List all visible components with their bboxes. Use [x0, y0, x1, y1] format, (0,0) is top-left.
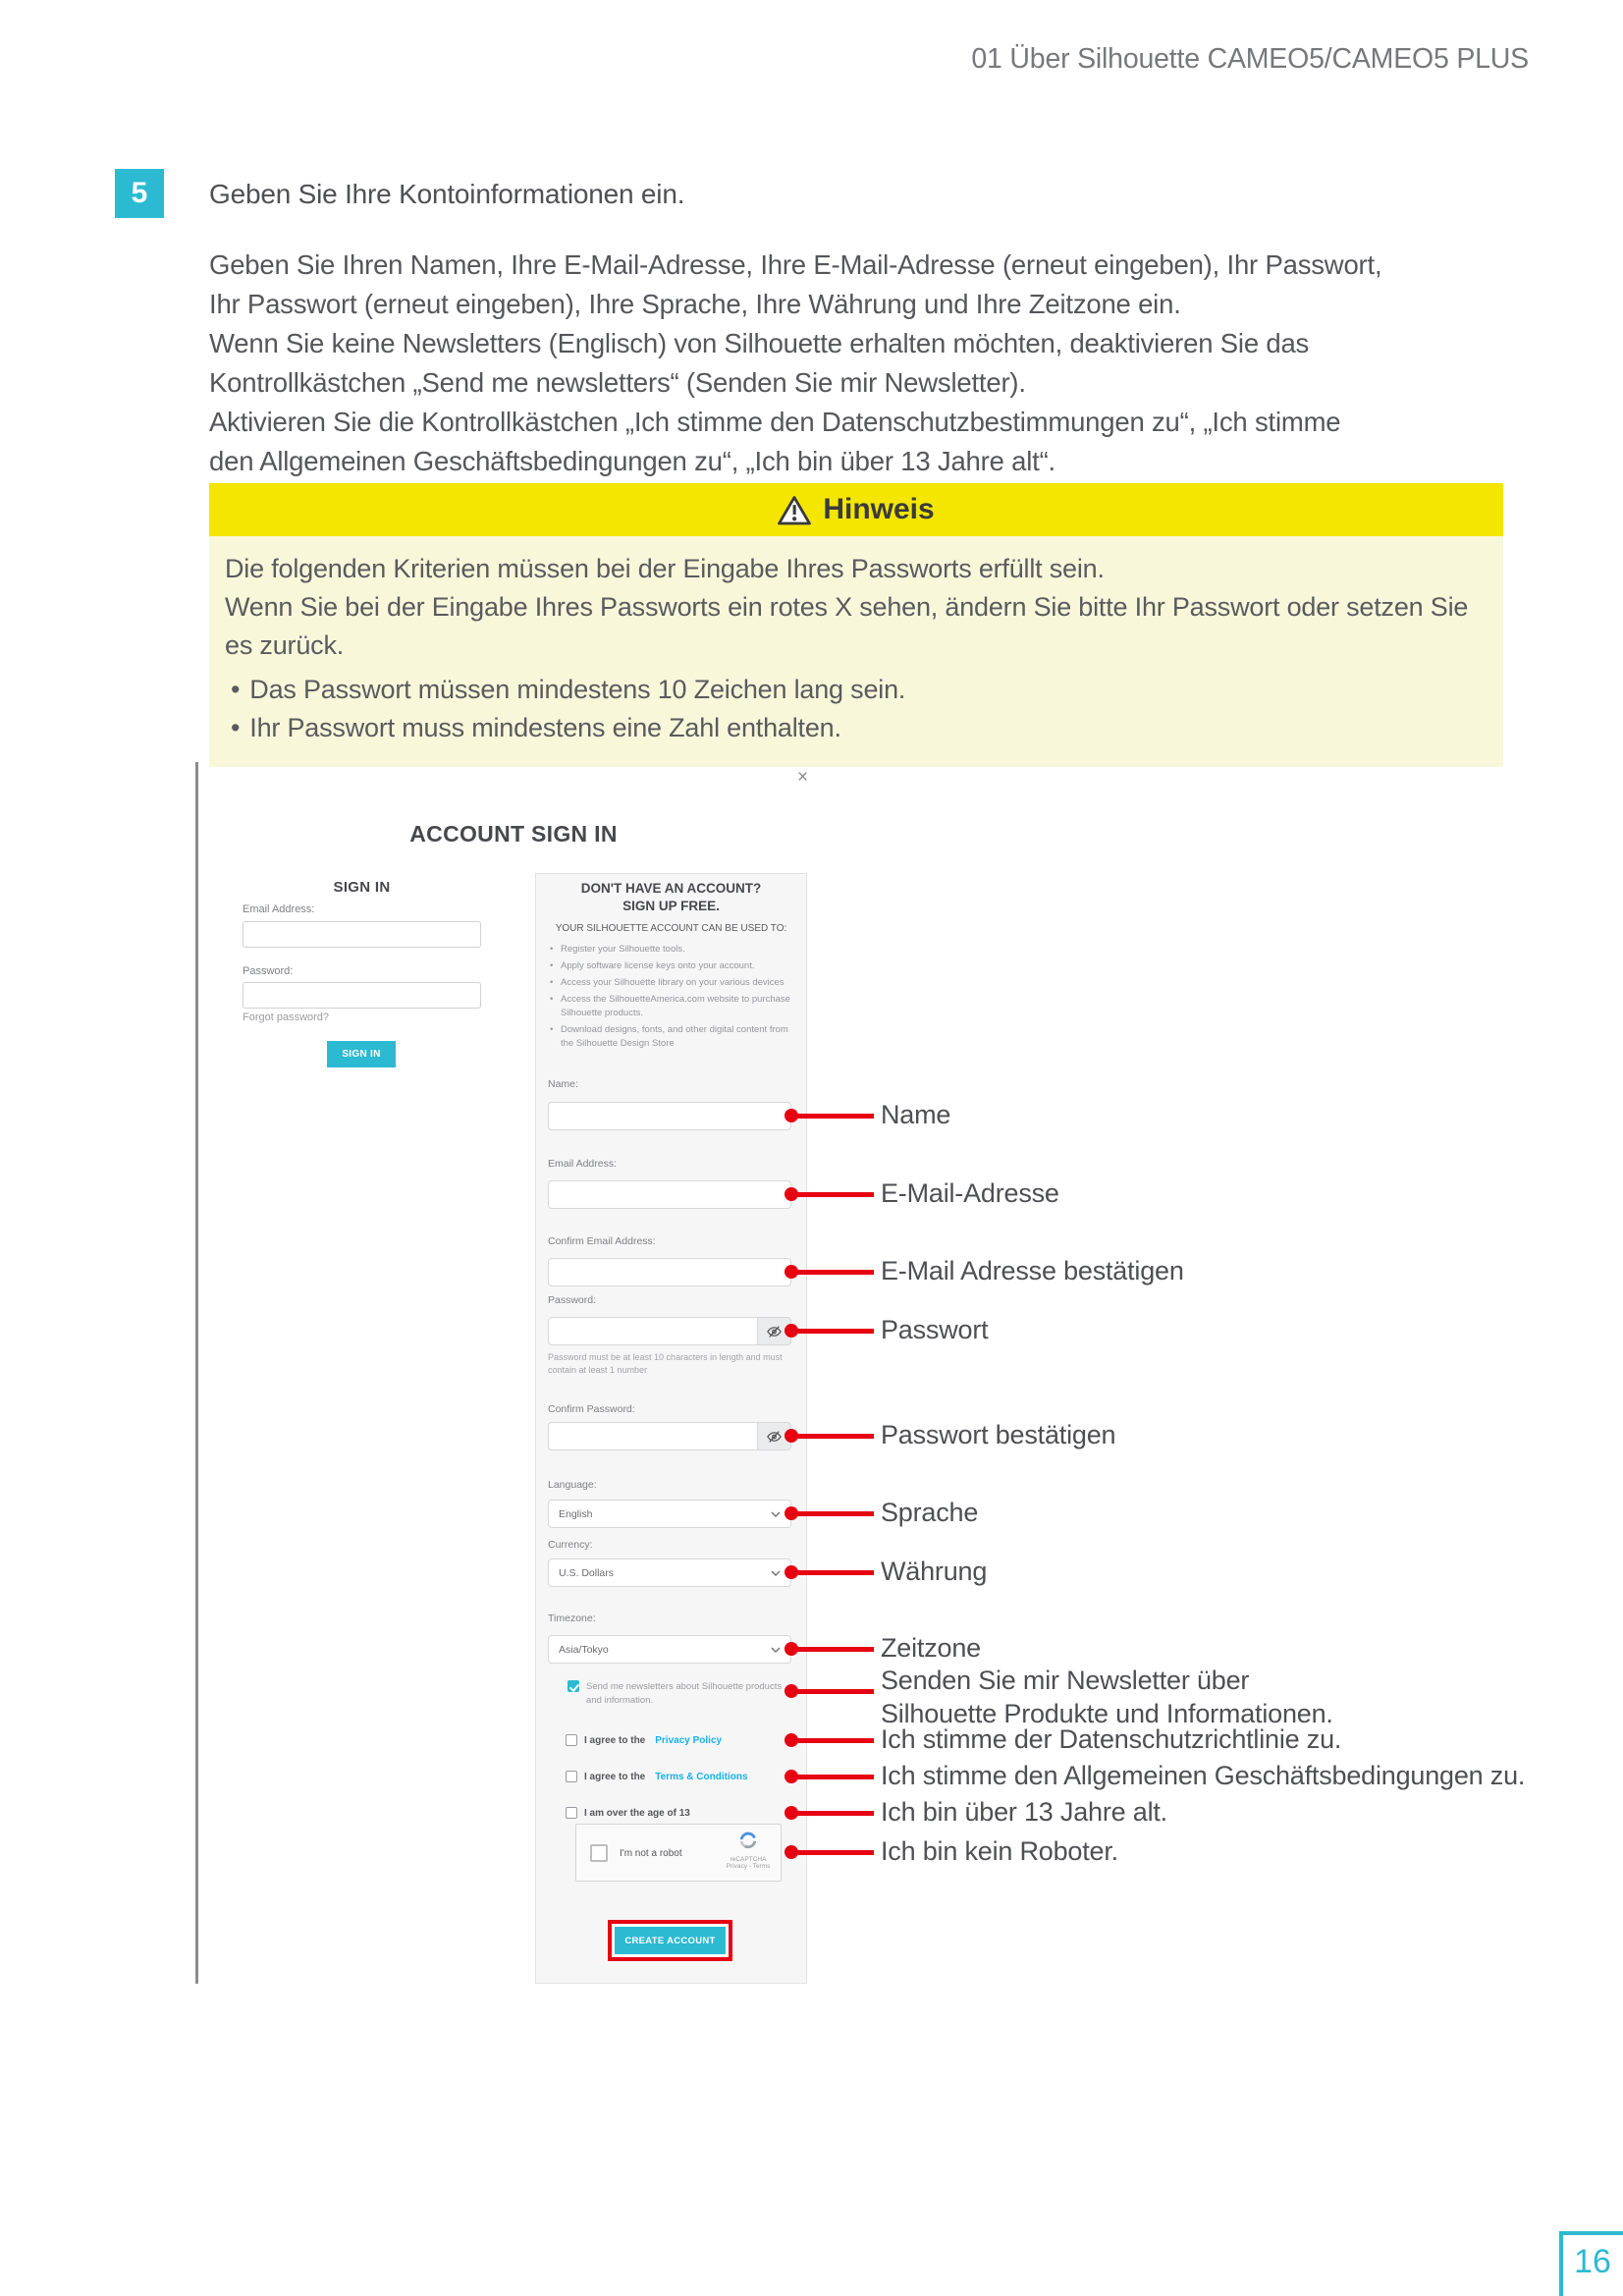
privacy-checkbox-row[interactable] — [566, 1734, 722, 1747]
notice-body — [209, 536, 1503, 767]
currency-value: U.S. Dollars — [559, 1566, 615, 1579]
confirm-email-input[interactable] — [548, 1258, 791, 1286]
newsletter-checkbox[interactable] — [568, 1680, 579, 1692]
list-item: • Apply software license keys onto your account. — [550, 960, 755, 971]
callout-line — [791, 1511, 874, 1516]
chevron-down-icon — [771, 1511, 781, 1517]
password-label: Password: — [548, 1294, 597, 1306]
confirm-password-label: Confirm Password: — [548, 1403, 635, 1415]
signin-heading: SIGN IN — [333, 879, 391, 896]
timezone-label: Timezone: — [548, 1613, 596, 1624]
modal-title: ACCOUNT SIGN IN — [409, 821, 618, 847]
timezone-select[interactable] — [548, 1635, 791, 1664]
eye-off-icon — [767, 1431, 782, 1443]
callout-line — [791, 1434, 874, 1439]
age-checkbox-label: I am over the age of 13 — [584, 1808, 690, 1819]
terms-conditions-link[interactable]: Terms & Conditions — [655, 1772, 748, 1782]
terms-label-prefix: I agree to the — [584, 1772, 646, 1782]
privacy-label-prefix: I agree to the — [584, 1735, 646, 1746]
list-item: • Access your Silhouette library on your various devices — [550, 977, 784, 988]
terms-checkbox[interactable] — [566, 1771, 577, 1782]
recaptcha-icon — [738, 1831, 758, 1850]
eye-off-icon — [767, 1326, 782, 1338]
warning-triangle-icon — [778, 495, 811, 525]
callout-line — [791, 1850, 874, 1855]
callout-line — [791, 1689, 874, 1694]
forgot-password-link[interactable]: Forgot password? — [243, 1011, 330, 1023]
manual-page: 01 Über Silhouette CAMEO5/CAMEO5 PLUS 5 Geben Sie Ihre Kontoinformationen ein. Geben Sie Ihren Namen, Ihre E-Mail-Adresse, Ihre E-Mail-Adresse (erneut eingeben), Ihr Passwort, Ihr Passwort (erneut eingeben), Ihre Sprache, Ihre Währung und Ihre Zeitzone ein. Wenn Sie keine Newsletters (Englisch) von Silhouette erhalten möchten, deaktivieren Sie das Kontrollkästchen „Send me newsletters“ (Senden Sie mir Newsletter). Aktivieren Sie die Kontrollkästchen „Ich stimme den Datenschutzbestimmungen zu“, „Ich stimme den Allgemeinen Geschäftsbedingungen zu“, „Ich bin über 13 Jahre alt“. Hinweis Die folgenden Kriterien müssen bei der Eingabe Ihres Passworts erfüllt sein. Wenn Sie bei der Eingabe Ihres Passworts ein rotes X sehen, ändern Sie bitte Ihr Passwort oder setzen Sie es zurück. • Das Passwort müssen mindestens 10 Zeichen lang sein. • Ihr Passwort muss mindestens eine Zahl enthalten. × ACCOUNT SIGN IN SIGN IN Email Address: Password: Forgot password? SIGN IN DON'T HAVE AN ACCOUNT? SIGN UP FREE. YOUR SILHOUETTE ACCOUNT CAN BE USED TO: • Register your Silhouette tools. • Apply software license keys onto your account. • Access your Silhouette library on your various devices • Access the SilhouetteAmerica.com website to purchase Silhouette products. • Download designs, fonts, and other digital content from the Silhouette Design Store Name: Email Address: Confirm Email Address: Password: Password must be at least 10 characters in length and must contain at least 1 number Confirm Password: Language: English Currency: U.S. Dollars Timezone: Asia/Tokyo Send me newsletters about Silhouette products and information. I agree to the Privacy Policy I agree to the Terms & Conditions I am over the age of 13 I'm not a robot reCAPTCHA Privacy - Terms CREATE ACCOUNT Name E-Mail-Adresse E-Mail Adresse bestätigen Passwort Passwort bestätigen Sprache Währung Zeitzone Senden Sie mir Newsletter über Silhouette Produkte und Informationen. Ich stimme der Datenschutzrichtlinie zu. Ich stimme den Allgemeinen Geschäftsbedingungen zu. Ich bin über 13 Jahre alt. Ich bin kein Roboter. 16 — [0, 0, 1623, 2296]
password-input[interactable] — [548, 1317, 758, 1345]
privacy-checkbox[interactable] — [566, 1734, 577, 1746]
language-value: English — [559, 1507, 593, 1520]
currency-label: Currency: — [548, 1539, 593, 1551]
confirm-password-input[interactable] — [548, 1422, 758, 1450]
notice-box — [209, 483, 1503, 767]
signin-email-label: Email Address: — [243, 903, 315, 915]
callout-line — [791, 1775, 874, 1779]
callout-line — [791, 1270, 874, 1275]
language-label: Language: — [548, 1479, 597, 1491]
age-checkbox-row[interactable] — [566, 1807, 690, 1820]
signup-subheading: YOUR SILHOUETTE ACCOUNT CAN BE USED TO: — [555, 923, 787, 934]
recaptcha-label: I'm not a robot — [620, 1848, 682, 1859]
chevron-down-icon — [771, 1647, 781, 1653]
signup-heading-1: DON'T HAVE AN ACCOUNT? — [580, 881, 762, 896]
callout-line — [791, 1811, 874, 1816]
recaptcha-brand-text: reCAPTCHA — [730, 1856, 767, 1863]
list-item: • Access the SilhouetteAmerica.com website to purchase Silhouette products. — [550, 994, 790, 1018]
signin-password-input[interactable] — [243, 982, 481, 1009]
email-input[interactable] — [548, 1180, 791, 1209]
callout-line — [791, 1738, 874, 1743]
signup-benefits-list — [550, 943, 797, 1054]
timezone-value: Asia/Tokyo — [559, 1643, 609, 1656]
figure-left-border — [195, 762, 198, 1984]
instruction-line: Geben Sie Ihren Namen, Ihre E-Mail-Adresse, Ihre E-Mail-Adresse (erneut eingeben), Ihr Passwort, — [209, 249, 1382, 280]
page-number: 16 — [1574, 2243, 1611, 2280]
recaptcha-branding — [722, 1831, 775, 1870]
name-label: Name: — [548, 1078, 578, 1090]
recaptcha-checkbox[interactable] — [590, 1844, 608, 1862]
terms-checkbox-row[interactable] — [566, 1771, 748, 1783]
notice-header — [209, 483, 1503, 536]
confirm-email-label: Confirm Email Address: — [548, 1235, 656, 1247]
signup-heading-2: SIGN UP FREE. — [622, 899, 720, 913]
create-account-button[interactable]: CREATE ACCOUNT — [615, 1927, 726, 1954]
recaptcha-privacy-terms[interactable]: Privacy - Terms — [726, 1863, 771, 1870]
callout-line — [791, 1647, 874, 1652]
instruction-line: Wenn Sie keine Newsletters (Englisch) von Silhouette erhalten möchten, deaktivieren Sie das — [209, 328, 1310, 358]
step-title: Geben Sie Ihre Kontoinformationen ein. — [209, 179, 685, 209]
instruction-line: Ihr Passwort (erneut eingeben), Ihre Sprache, Ihre Währung und Ihre Zeitzone ein. — [209, 289, 1181, 319]
signin-button[interactable]: SIGN IN — [327, 1041, 396, 1067]
instruction-line: den Allgemeinen Geschäftsbedingungen zu“, „Ich bin über 13 Jahre alt“. — [209, 446, 1055, 476]
callout-line — [791, 1329, 874, 1334]
callout-line — [791, 1192, 874, 1197]
step-number-badge: 5 — [115, 169, 164, 218]
signin-password-label: Password: — [243, 965, 294, 977]
chapter-header: 01 Über Silhouette CAMEO5/CAMEO5 PLUS — [971, 43, 1529, 75]
list-item: • Register your Silhouette tools. — [550, 944, 685, 955]
signin-email-input[interactable] — [243, 921, 481, 948]
notice-line: Wenn Sie bei der Eingabe Ihres Passworts ein rotes X sehen, ändern Sie bitte Ihr Passwort oder setzen Sie es zurück. — [225, 592, 1469, 660]
currency-select[interactable] — [548, 1558, 791, 1587]
notice-line: Die folgenden Kriterien müssen bei der Eingabe Ihres Passworts erfüllt sein. — [225, 554, 1105, 583]
create-account-highlight-frame — [608, 1920, 732, 1961]
notice-title: Hinweis — [823, 493, 935, 525]
instruction-line: Kontrollkästchen „Send me newsletters“ (Senden Sie mir Newsletter). — [209, 367, 1026, 398]
notice-bullet: • Das Passwort müssen mindestens 10 Zeichen lang sein. — [231, 675, 906, 704]
step-instructions — [209, 246, 1381, 481]
list-item: • Download designs, fonts, and other digital content from the Silhouette Design Store — [550, 1024, 788, 1049]
email-label: Email Address: — [548, 1158, 618, 1170]
privacy-policy-link[interactable]: Privacy Policy — [655, 1735, 723, 1746]
age-checkbox[interactable] — [566, 1807, 577, 1819]
newsletter-checkbox-label: Send me newsletters about Silhouette products and information. — [586, 1681, 783, 1706]
chevron-down-icon — [771, 1570, 781, 1576]
callout-line — [791, 1570, 874, 1575]
name-input[interactable] — [548, 1102, 791, 1130]
recaptcha-widget — [575, 1824, 782, 1882]
notice-bullet: • Ihr Passwort muss mindestens eine Zahl enthalten. — [231, 713, 841, 742]
instruction-line: Aktivieren Sie die Kontrollkästchen „Ich stimme den Datenschutzbestimmungen zu“, „Ich stimme — [209, 407, 1341, 437]
language-select[interactable] — [548, 1500, 791, 1528]
close-icon[interactable]: × — [797, 767, 809, 788]
newsletter-checkbox-row[interactable] — [568, 1680, 795, 1707]
password-help-text: Password must be at least 10 characters in length and must contain at least 1 number — [548, 1352, 783, 1375]
callout-line — [791, 1114, 874, 1119]
